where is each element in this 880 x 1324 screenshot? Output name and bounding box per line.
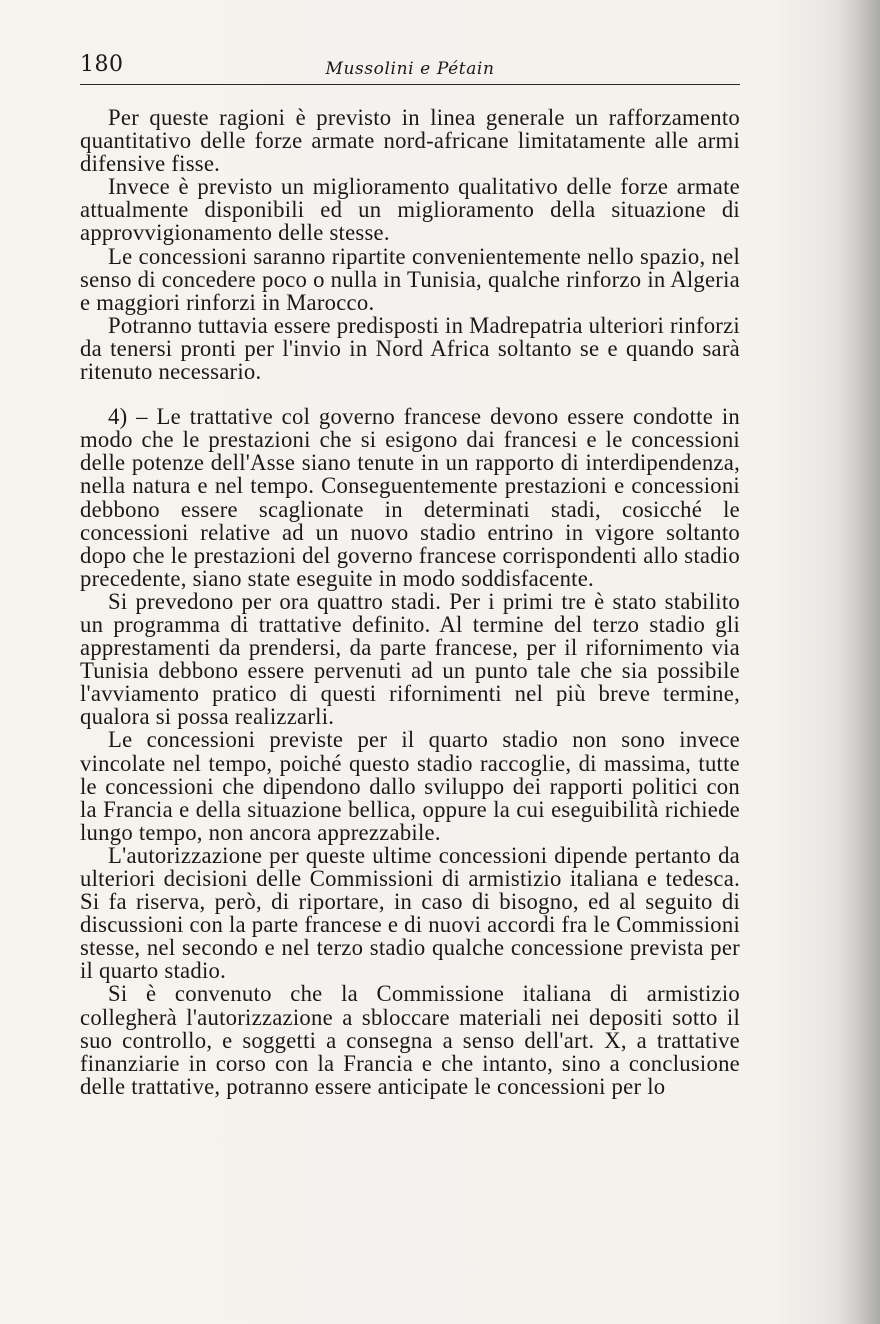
page-edge-shadow — [838, 0, 880, 1324]
running-title: Mussolini e Pétain — [325, 59, 495, 79]
paragraph: Potranno tuttavia essere predisposti in Madrepatria ulteriori rinforzi da tenersi pronti per l'invio in Nord Africa soltanto se e quando sarà ritenuto necessario. — [80, 312, 740, 385]
paragraph: Le concessioni saranno ripartite convenientemente nello spazio, nel senso di concedere poco o nulla in Tunisia, qualche rinforzo in Algeria e maggiori rinforzi in Marocco. — [80, 243, 740, 315]
page-number: 180 — [80, 52, 124, 77]
paragraph: Invece è previsto un miglioramento qualitativo delle forze armate attualmente disponibili ed un miglioramento della situazione di approvvigionamento delle stesse. — [80, 174, 740, 246]
paragraph: Le concessioni previste per il quarto stadio non sono invece vincolate nel tempo, poiché questo stadio raccoglie, di massima, tutte le concessioni che dipendono dallo sviluppo dei rapporti politici con la Francia e della situazione bellica, oppure la cui eseguibilità richiede lungo tempo, non ancora apprezzabile. — [80, 727, 740, 845]
running-head — [80, 50, 740, 85]
paragraph: Si è convenuto che la Commissione italiana di armistizio collegherà l'autorizzazione a sbloccare materiali nei depositi sotto il suo controllo, e soggetti a consegna a senso dell'art. X, a trattative finanziarie in corso con la Francia e che intanto, sino a conclusione delle trattative, potranno essere anticipate le concessioni per lo — [80, 981, 740, 1099]
paragraph: Per queste ragioni è previsto in linea generale un rafforzamento quantitativo delle forze armate nord-africane limitatamente alle armi difensive fisse. — [80, 105, 740, 177]
paragraph: Si prevedono per ora quattro stadi. Per i primi tre è stato stabilito un programma di trattative definito. Al termine del terzo stadio gli apprestamenti da prendersi, da parte francese, per il rifornimento via Tunisia debbono essere pervenuti ad un punto tale che sia possibile l'avviamento pratico di questi rifornimenti nel più breve termine, qualora si possa realizzarli. — [80, 588, 740, 730]
paragraph: L'autorizzazione per queste ultime concessioni dipende pertanto da ulteriori decisioni delle Commissioni di armistizio italiana e tedesca. Si fa riserva, però, di riportare, in caso di bisogno, ed al seguito di discussioni con la parte francese e di nuovi accordi fra le Commissioni stesse, nel secondo e nel terzo stadio qualche concessione prevista per il quarto stadio. — [80, 842, 740, 984]
body-text — [80, 106, 740, 1098]
paragraph: 4) – Le trattative col governo francese devono essere condotte in modo che le prestazioni che si esigono dai francesi e le concessioni delle potenze dell'Asse siano tenute in un rapporto di interdipendenza, nella natura e nel tempo. Conseguentemente prestazioni e concessioni debbono essere scaglionate in determinati stadi, cosicché le concessioni relative ad un nuovo stadio entrino in vigore soltanto dopo che le prestazioni del governo francese corrispondenti allo stadio precedente, siano state eseguite in modo soddisfacente. — [80, 404, 740, 591]
